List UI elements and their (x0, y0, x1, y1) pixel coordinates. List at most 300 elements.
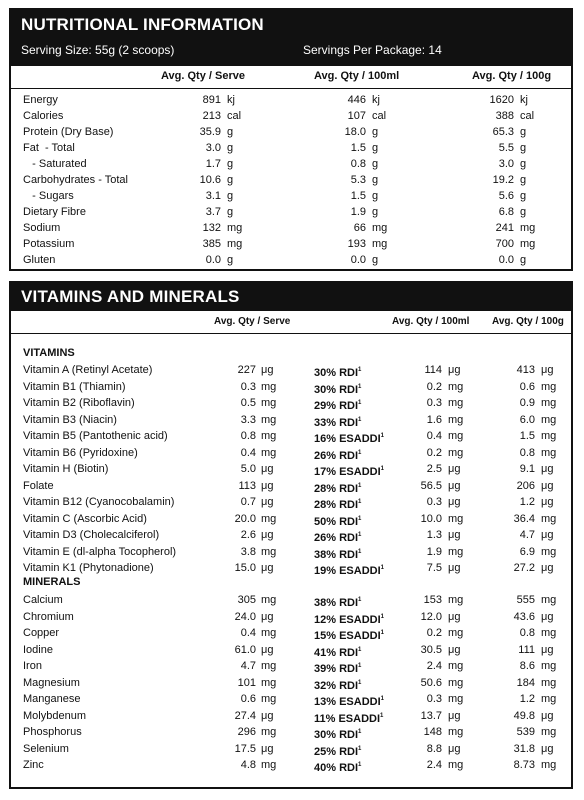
serve-unit: μg (261, 742, 274, 755)
per-100g-value: 0.8 (519, 627, 535, 639)
nutrient-name: Calories (23, 110, 64, 122)
serve-unit: mg (227, 238, 243, 250)
table-row (11, 527, 571, 543)
serve-value: 27.4 (234, 709, 256, 722)
rdi-percent-text: 17% ESADDI (314, 466, 381, 478)
per-100ml-value: 66 (353, 222, 366, 234)
col-header-serve: Avg. Qty / Serve (214, 316, 291, 327)
rdi-footnote-marker: 1 (358, 548, 362, 555)
table-row (11, 108, 571, 124)
serve-value: 3.7 (205, 206, 221, 218)
table-row (11, 609, 571, 625)
rdi-footnote-marker: 1 (358, 400, 362, 406)
divider (11, 88, 571, 89)
serve-unit: mg (227, 222, 243, 234)
per-100ml-value: 8.8 (426, 742, 442, 755)
per-100ml-unit: kj (372, 94, 380, 106)
serve-unit: μg (261, 496, 274, 508)
rdi-percent-text: 38% RDI (314, 548, 359, 561)
rdi-footnote-marker: 1 (358, 367, 362, 373)
rdi-footnote-marker: 1 (358, 679, 362, 686)
nutrient-name: Sodium (23, 222, 61, 234)
per-100ml-unit: μg (448, 496, 461, 508)
table-row (11, 428, 571, 444)
serve-unit: μg (261, 610, 274, 623)
serve-unit: mg (261, 380, 277, 393)
per-100ml-value: 2.4 (426, 660, 442, 672)
per-100g-value: 6.0 (519, 413, 535, 426)
serve-value: 0.5 (240, 397, 256, 409)
per-100ml-value: 446 (347, 94, 366, 106)
table-row (11, 691, 571, 707)
serve-unit: μg (261, 562, 274, 574)
per-100g-unit: mg (541, 545, 557, 558)
rdi-percent-text: 29% RDI (314, 400, 359, 412)
rdi-footnote-marker: 1 (380, 696, 384, 702)
rdi-percent-text: 12% ESADDI (314, 613, 381, 626)
per-100g-value: 27.2 (513, 562, 535, 574)
per-100ml-unit: g (372, 158, 379, 170)
per-100ml-value: 0.2 (426, 627, 442, 639)
per-100ml-value: 153 (423, 594, 442, 606)
per-100g-unit: μg (541, 562, 554, 574)
per-100ml-value: 1.6 (426, 413, 442, 426)
per-100g-value: 36.4 (513, 512, 535, 525)
per-100g-value: 1.5 (519, 430, 535, 442)
per-100ml-unit: mg (448, 380, 464, 393)
per-100ml-value: 2.5 (426, 463, 442, 475)
per-100ml-value: 1.5 (350, 190, 366, 202)
serve-value: 3.3 (240, 413, 256, 426)
nutrient-name: Fat - Total (23, 142, 75, 154)
per-100ml-unit: g (372, 206, 379, 218)
serve-unit: μg (261, 479, 274, 492)
per-100ml-unit: mg (448, 397, 464, 409)
rdi-footnote-marker: 1 (358, 729, 362, 735)
table-row (11, 478, 571, 494)
per-100ml-unit: mg (448, 676, 464, 689)
per-100ml-unit: cal (372, 110, 387, 122)
per-100g-value: 111 (518, 643, 535, 656)
serving-size: Serving Size: 55g (2 scoops) (21, 43, 175, 57)
per-100ml-value: 10.0 (420, 512, 442, 525)
serve-value: 2.6 (240, 529, 256, 541)
nutrient-name: Calcium (23, 594, 63, 606)
nutrient-name: Selenium (23, 742, 69, 755)
rdi-footnote-marker: 1 (358, 745, 362, 752)
per-100g-value: 0.9 (519, 397, 535, 409)
serve-unit: g (227, 254, 234, 266)
col-header-serve: Avg. Qty / Serve (161, 70, 245, 82)
per-100ml-unit: mg (372, 222, 388, 234)
nutrient-name: Dietary Fibre (23, 206, 86, 218)
per-100g-unit: g (520, 142, 527, 154)
table-row (11, 592, 571, 608)
per-100ml-value: 114 (424, 364, 442, 376)
serve-value: 3.1 (205, 190, 221, 202)
per-100g-unit: mg (541, 397, 557, 409)
nutrient-name: Vitamin B6 (Pyridoxine) (23, 446, 138, 459)
per-100ml-value: 1.3 (426, 529, 442, 541)
rdi-percent-text: 28% RDI (314, 499, 359, 511)
vitamins-title: VITAMINS AND MINERALS (21, 287, 240, 306)
nutrient-name: Potassium (23, 238, 75, 250)
nutrition-title: NUTRITIONAL INFORMATION (21, 15, 264, 34)
per-100ml-value: 0.8 (350, 158, 366, 170)
rdi-percent-text: 38% RDI (314, 597, 359, 609)
table-row (11, 412, 571, 428)
nutrient-name: Vitamin A (Retinyl Acetate) (23, 364, 153, 376)
rdi-percent-text: 26% RDI (314, 449, 359, 462)
nutrient-name: Copper (23, 627, 60, 639)
per-100ml-unit: μg (448, 709, 461, 722)
serve-unit: g (227, 174, 234, 186)
per-100ml-value: 0.2 (426, 380, 442, 393)
serve-unit: mg (261, 594, 277, 606)
per-100ml-unit: mg (372, 238, 388, 250)
per-100ml-unit: g (372, 254, 379, 266)
nutrient-name: Phosphorus (23, 726, 82, 738)
serve-value: 61.0 (234, 643, 256, 656)
per-100ml-value: 30.5 (420, 643, 442, 656)
per-100ml-unit: μg (448, 479, 461, 492)
per-100g-unit: g (520, 206, 527, 218)
per-100g-unit: kj (520, 94, 528, 106)
serve-unit: mg (261, 726, 277, 738)
nutrient-name: Vitamin K1 (Phytonadione) (23, 562, 154, 574)
rdi-percent-text: 33% RDI (314, 416, 359, 429)
serve-unit: mg (261, 446, 277, 459)
per-100g-value: 31.8 (513, 742, 535, 755)
servings-per-package: Servings Per Package: 14 (303, 43, 442, 57)
per-100g-unit: μg (541, 529, 554, 541)
per-100ml-value: 0.3 (426, 496, 442, 508)
per-100g-value: 5.6 (498, 190, 514, 202)
rdi-percent-text: 30% RDI (314, 367, 359, 379)
serve-value: 0.4 (240, 446, 256, 459)
serve-value: 24.0 (234, 610, 256, 623)
serve-unit: mg (261, 627, 277, 639)
rdi-footnote-marker: 1 (358, 416, 362, 423)
nutrient-name: Magnesium (23, 676, 80, 689)
serve-value: 17.5 (234, 742, 256, 755)
per-100g-value: 184 (516, 676, 535, 689)
serve-unit: kj (227, 94, 235, 106)
per-100ml-unit: mg (448, 413, 464, 426)
per-100g-value: 700 (495, 238, 514, 250)
serve-value: 5.0 (240, 463, 256, 475)
per-100ml-value: 0.2 (426, 446, 442, 459)
rdi-percent-text: 16% ESADDI (314, 433, 381, 445)
serve-unit: μg (261, 463, 274, 475)
per-100ml-unit: μg (448, 529, 461, 541)
rdi-footnote-marker: 1 (358, 383, 362, 390)
serve-value: 35.9 (199, 126, 221, 138)
vitamins-section-label: VITAMINS (23, 347, 75, 359)
serve-unit: mg (261, 660, 277, 672)
per-100ml-unit: mg (448, 759, 464, 771)
per-100g-value: 65.3 (492, 126, 514, 138)
table-row (11, 395, 571, 411)
rdi-footnote-marker: 1 (358, 646, 362, 653)
col-header-100g: Avg. Qty / 100g (472, 70, 552, 82)
per-100ml-unit: mg (448, 446, 464, 459)
rdi-percent-text: 32% RDI (314, 679, 359, 692)
per-100g-unit: mg (541, 430, 557, 442)
per-100ml-unit: mg (448, 430, 464, 442)
table-row (11, 140, 571, 156)
serve-value: 0.8 (240, 430, 256, 442)
per-100ml-value: 0.0 (350, 254, 366, 266)
table-row (11, 625, 571, 641)
divider (11, 333, 571, 334)
nutrient-name: Zinc (23, 759, 44, 771)
nutrient-name: Vitamin D3 (Cholecalciferol) (23, 529, 160, 541)
rdi-percent-text: 15% ESADDI (314, 630, 381, 642)
serve-value: 3.0 (205, 142, 221, 154)
rdi-percent-text: 41% RDI (314, 646, 359, 659)
rdi-footnote-marker: 1 (358, 482, 362, 489)
nutrient-name: Vitamin B1 (Thiamin) (23, 380, 126, 393)
serve-value: 213 (202, 110, 221, 122)
serve-unit: mg (261, 413, 277, 426)
serve-unit: cal (227, 110, 242, 122)
nutrient-name: Folate (23, 479, 54, 492)
rdi-percent-text: 50% RDI (314, 515, 359, 528)
table-row (11, 741, 571, 757)
nutrition-header (11, 10, 571, 66)
serve-value: 296 (237, 726, 256, 738)
per-100g-unit: mg (541, 759, 557, 771)
per-100ml-unit: g (372, 142, 379, 154)
table-row (11, 379, 571, 395)
nutrient-name: Vitamin B3 (Niacin) (23, 413, 117, 426)
serve-value: 4.7 (240, 660, 256, 672)
per-100g-value: 3.0 (498, 158, 514, 170)
per-100ml-unit: μg (448, 463, 461, 475)
rdi-percent-text: 30% RDI (314, 729, 359, 741)
per-100g-value: 0.0 (498, 254, 514, 266)
per-100g-unit: mg (541, 512, 557, 525)
table-row (11, 172, 571, 188)
serve-value: 10.6 (199, 174, 221, 186)
per-100g-value: 43.6 (513, 610, 535, 623)
serve-value: 891 (202, 94, 221, 106)
per-100g-value: 1620 (489, 94, 514, 106)
per-100ml-value: 13.7 (420, 709, 442, 722)
rdi-footnote-marker: 1 (380, 712, 384, 719)
per-100ml-value: 1.9 (350, 206, 366, 218)
table-row (11, 544, 571, 560)
per-100g-value: 6.8 (498, 206, 514, 218)
per-100ml-value: 50.6 (420, 676, 442, 689)
table-row (11, 560, 571, 576)
per-100g-unit: mg (541, 627, 557, 639)
serve-value: 1.7 (205, 158, 221, 170)
per-100ml-unit: mg (448, 660, 464, 672)
per-100ml-unit: μg (448, 562, 461, 574)
per-100ml-value: 1.5 (350, 142, 366, 154)
serve-unit: mg (261, 397, 277, 409)
nutrient-name: - Saturated (23, 158, 87, 170)
per-100ml-value: 0.3 (426, 693, 442, 705)
per-100g-value: 555 (516, 594, 535, 606)
col-header-100g: Avg. Qty / 100g (492, 316, 564, 327)
table-row (11, 708, 571, 724)
serve-value: 101 (237, 676, 256, 689)
per-100g-value: 1.2 (519, 693, 535, 705)
per-100g-value: 9.1 (519, 463, 535, 475)
table-row (11, 675, 571, 691)
per-100ml-unit: μg (448, 742, 461, 755)
nutrient-name: Vitamin E (dl-alpha Tocopherol) (23, 545, 177, 558)
per-100ml-unit: mg (448, 693, 464, 705)
nutrient-name: Molybdenum (23, 709, 86, 722)
serve-unit: μg (261, 643, 274, 656)
table-row (11, 642, 571, 658)
per-100g-unit: mg (541, 693, 557, 705)
per-100ml-unit: g (372, 190, 379, 202)
serve-unit: mg (261, 545, 277, 558)
table-row (11, 757, 571, 773)
table-row (11, 511, 571, 527)
per-100g-value: 19.2 (492, 174, 514, 186)
serve-unit: mg (261, 512, 277, 525)
per-100g-value: 5.5 (498, 142, 514, 154)
rdi-percent-text: 26% RDI (314, 532, 359, 544)
serve-value: 113 (238, 479, 256, 492)
per-100g-unit: cal (520, 110, 535, 122)
serve-unit: mg (261, 676, 277, 689)
per-100g-value: 0.6 (519, 380, 535, 393)
rdi-footnote-marker: 1 (380, 433, 384, 439)
per-100g-value: 1.2 (519, 496, 535, 508)
serve-value: 0.4 (240, 627, 256, 639)
table-row (11, 220, 571, 236)
serve-unit: g (227, 126, 234, 138)
rdi-footnote-marker: 1 (358, 597, 362, 603)
per-100ml-value: 5.3 (350, 174, 366, 186)
table-row (11, 204, 571, 220)
per-100g-unit: mg (541, 726, 557, 738)
serve-value: 0.6 (240, 693, 256, 705)
per-100g-unit: g (520, 174, 527, 186)
nutrient-name: Manganese (23, 693, 81, 705)
per-100g-unit: mg (541, 380, 557, 393)
per-100g-unit: mg (541, 446, 557, 459)
rdi-percent (314, 757, 361, 776)
rdi-footnote-marker: 1 (380, 613, 384, 620)
per-100g-unit: g (520, 126, 527, 138)
serve-unit: μg (261, 364, 274, 376)
rdi-percent (314, 560, 384, 579)
table-row (11, 362, 571, 378)
per-100g-value: 388 (495, 110, 514, 122)
serve-unit: μg (261, 709, 274, 722)
per-100g-unit: g (520, 190, 527, 202)
per-100g-unit: μg (541, 709, 554, 722)
table-row (11, 494, 571, 510)
serve-value: 132 (202, 222, 221, 234)
nutrient-name: Iron (23, 660, 42, 672)
nutrient-name: Vitamin B12 (Cyanocobalamin) (23, 496, 175, 508)
serve-unit: μg (261, 529, 274, 541)
table-row (11, 236, 571, 252)
per-100ml-unit: g (372, 174, 379, 186)
per-100ml-value: 193 (347, 238, 366, 250)
per-100ml-unit: mg (448, 512, 464, 525)
per-100ml-unit: mg (448, 627, 464, 639)
serve-unit: mg (261, 693, 277, 705)
per-100ml-unit: g (372, 126, 379, 138)
serve-value: 0.7 (240, 496, 256, 508)
serve-unit: mg (261, 430, 277, 442)
rdi-footnote-marker: 1 (380, 630, 384, 636)
minerals-section-label: MINERALS (23, 576, 81, 588)
per-100g-unit: mg (520, 222, 536, 234)
per-100ml-unit: μg (448, 610, 461, 623)
per-100g-value: 241 (495, 222, 514, 234)
per-100g-value: 0.8 (519, 446, 535, 459)
per-100g-unit: μg (541, 463, 554, 475)
per-100g-value: 6.9 (519, 545, 535, 558)
nutrient-name: Protein (Dry Base) (23, 126, 114, 138)
serve-value: 20.0 (234, 512, 256, 525)
per-100ml-value: 12.0 (420, 610, 442, 623)
rdi-footnote-marker: 1 (358, 663, 362, 669)
per-100ml-unit: mg (448, 594, 464, 606)
rdi-footnote-marker: 1 (358, 532, 362, 538)
per-100g-unit: μg (541, 742, 554, 755)
rdi-percent-text: 28% RDI (314, 482, 359, 495)
rdi-percent-text: 13% ESADDI (314, 696, 381, 708)
per-100ml-unit: mg (448, 545, 464, 558)
per-100ml-value: 56.5 (420, 479, 442, 492)
per-100ml-value: 0.4 (426, 430, 442, 442)
vitamins-panel (9, 281, 573, 789)
table-row (11, 658, 571, 674)
rdi-percent-text: 19% ESADDI (314, 565, 381, 577)
per-100g-value: 8.73 (513, 759, 535, 771)
serve-value: 0.0 (205, 254, 221, 266)
table-row (11, 156, 571, 172)
nutrient-name: Iodine (23, 643, 53, 656)
rdi-percent-text: 40% RDI (314, 762, 359, 774)
per-100ml-unit: mg (448, 726, 464, 738)
table-row (11, 124, 571, 140)
nutrient-name: Vitamin H (Biotin) (23, 463, 109, 475)
per-100g-unit: g (520, 158, 527, 170)
nutrient-name: Gluten (23, 254, 56, 266)
serve-unit: g (227, 206, 234, 218)
nutrient-name: Carbohydrates - Total (23, 174, 128, 186)
col-header-100ml: Avg. Qty / 100ml (392, 316, 470, 327)
per-100ml-value: 0.3 (426, 397, 442, 409)
per-100ml-unit: μg (448, 364, 461, 376)
table-row (11, 445, 571, 461)
per-100ml-unit: μg (448, 643, 461, 656)
per-100g-unit: μg (541, 479, 554, 492)
rdi-percent-text: 11% ESADDI (314, 712, 381, 725)
serve-unit: g (227, 142, 234, 154)
per-100g-unit: mg (541, 413, 557, 426)
serve-unit: mg (261, 759, 277, 771)
nutrient-name: Vitamin B5 (Pantothenic acid) (23, 430, 168, 442)
nutrient-name: Energy (23, 94, 58, 106)
serve-value: 0.3 (240, 380, 256, 393)
nutrition-panel (9, 8, 573, 271)
rdi-footnote-marker: 1 (358, 499, 362, 505)
